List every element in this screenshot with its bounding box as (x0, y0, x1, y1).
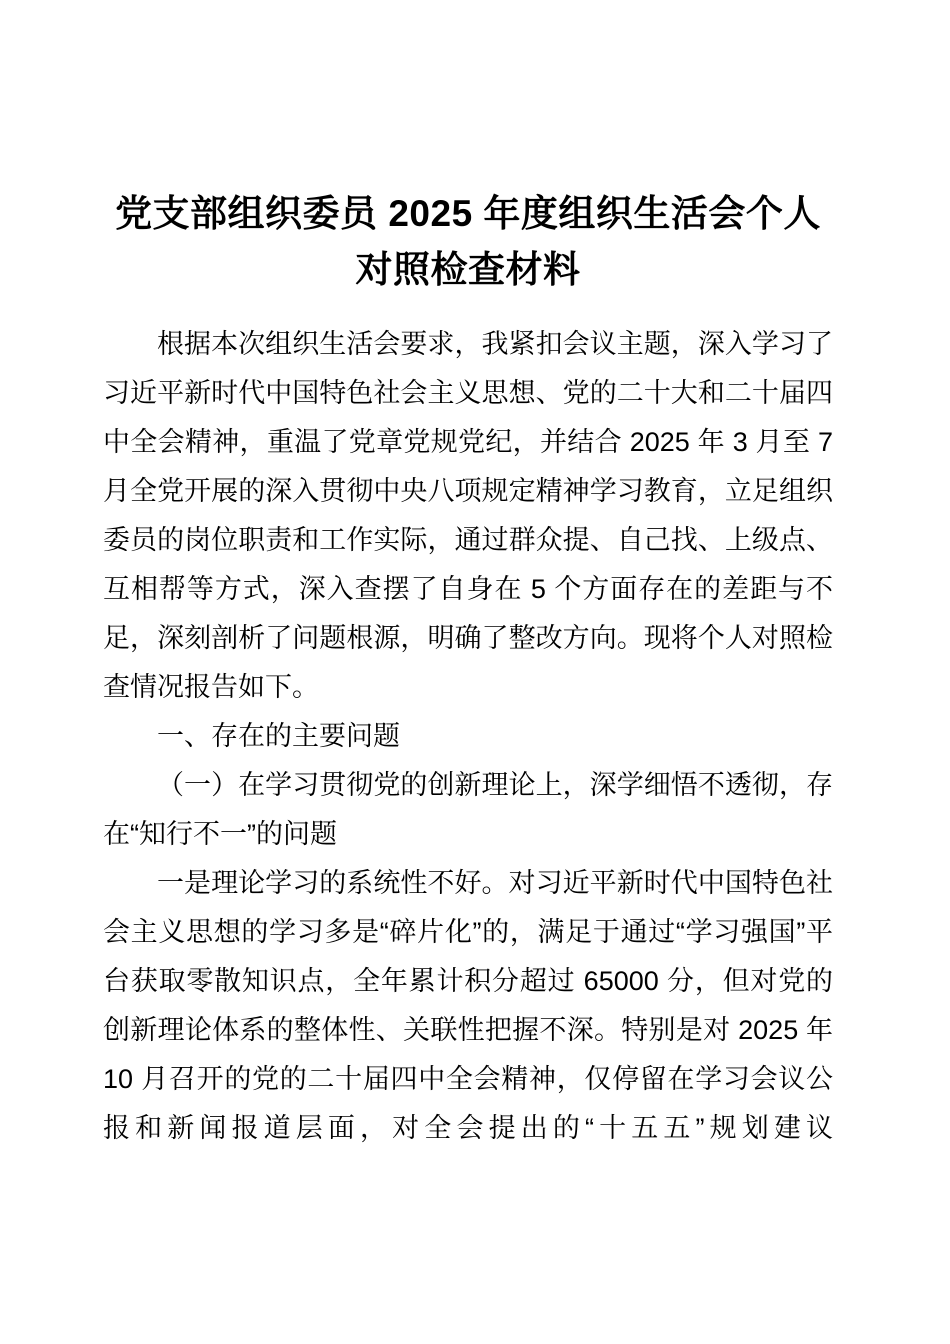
document-title: 党支部组织委员 2025 年度组织生活会个人对照检查材料 (115, 193, 821, 290)
section-heading-main-problems: 一、存在的主要问题 (157, 721, 400, 751)
body-paragraph-theory-study: 一是理论学习的系统性不好。对习近平新时代中国特色社会主义思想的学习多是“碎片化”的，满足于通过“学习强国”平台获取零散知识点，全年累计积分超过 65000 分，但对党的创新理论体系的整体性、关联性把握不深。特别是对 2025 年 10 月召开的党的二十届四中全会精神，仅停留在学习会议公报和新闻报道层面，对全会提出的“十五五”规划建议 (103, 868, 833, 1143)
subsection-heading-theory-study: （一）在学习贯彻党的创新理论上，深学细悟不透彻，存在“知行不一”的问题 (103, 770, 833, 849)
intro-paragraph: 根据本次组织生活会要求，我紧扣会议主题，深入学习了习近平新时代中国特色社会主义思想、党的二十大和二十届四中全会精神，重温了党章党规党纪，并结合 2025 年 3 月至 7 月全党开展的深入贯彻中央八项规定精神学习教育，立足组织委员的岗位职责和工作实际，通过群众提、自己找、上级点、互相帮等方式，深入查摆了自身在 5 个方面存在的差距与不足，深刻剖析了问题根源，明确了整改方向。现将个人对照检查情况报告如下。 (103, 329, 833, 702)
